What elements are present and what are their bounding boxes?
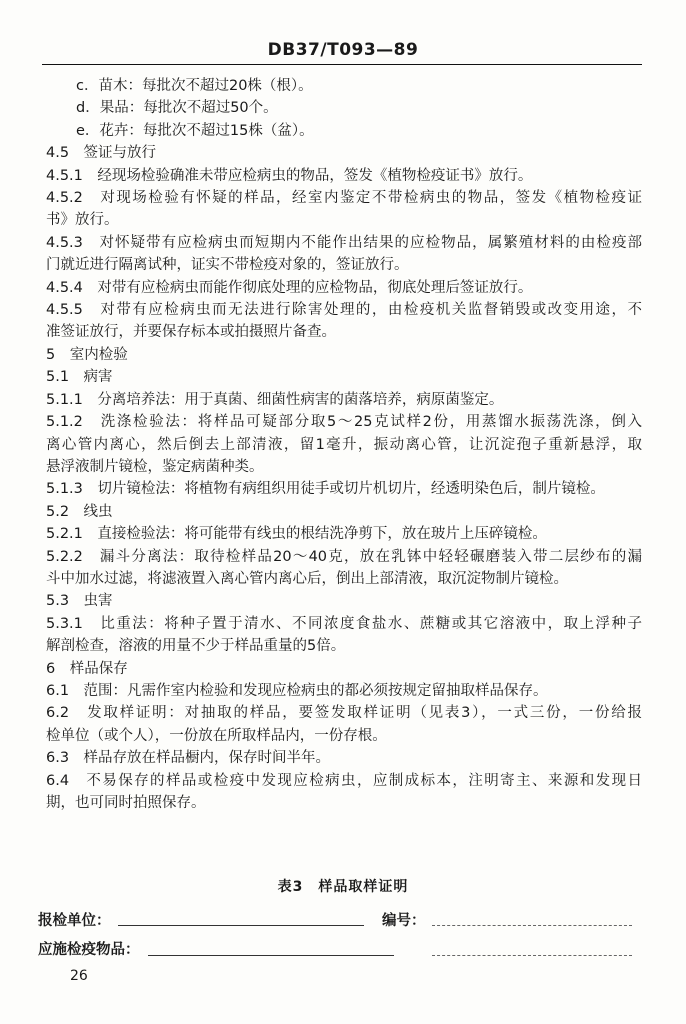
text-line: 4.5.3 对怀疑带有应检病虫而短期内不能作出结果的应检物品，属繁殖材料的由检疫部: [46, 234, 642, 251]
text-line: 6.1 范围：凡需作室内检验和发现应检病虫的都必须按规定留抽取样品保存。: [46, 682, 548, 699]
text-line: 检单位（或个人），一份放在所取样品内，一份存根。: [46, 727, 387, 744]
text-line: 4.5.2 对现场检验有怀疑的样品，经室内鉴定不带检病虫的物品，签发《植物检疫证: [46, 190, 642, 207]
applicant-label: 报检单位：: [38, 913, 111, 929]
text-line: 5.1.2 洗涤检验法：将样品可疑部分取5～25克试样2份，用蒸馏水振荡洗涤，倒入: [46, 414, 642, 431]
text-line: 6.3 样品存放在样品橱内，保存时间半年。: [46, 750, 331, 767]
text-line: 悬浮液制片镜检，鉴定病菌种类。: [46, 458, 264, 475]
text-line: 斗中加水过滤，将滤液置入离心管内离心后，倒出上部清液，取沉淀物制片镜检。: [46, 570, 568, 587]
number-field-line: [432, 925, 632, 926]
text-line: 6.2 发取样证明：对抽取的样品，要签发取样证明（见表3），一式三份，一份给报: [46, 705, 642, 722]
header-rule: [42, 64, 642, 65]
text-line: 4.5.4 对带有应检病虫而能作彻底处理的应检物品，彻底处理后签证放行。: [46, 279, 533, 296]
standard-code-header: DB37/T093—89: [267, 40, 419, 60]
page-number: 26: [70, 968, 88, 984]
text-line: 书》放行。: [46, 212, 119, 229]
text-line: 准签证放行，并要保存标本或拍摄照片备查。: [46, 324, 336, 341]
text-line: 6.4 不易保存的样品或检疫中发现应检病虫，应制成标本，注明寄主、来源和发现日: [46, 772, 642, 789]
text-line: 5.1.3 切片镜检法：将植物有病组织用徒手或切片机切片，经透明染色后，制片镜检。: [46, 481, 605, 498]
section-heading: 5.1 病害: [46, 369, 113, 386]
quarantine-item-field-line-right: [432, 955, 632, 956]
text-line: 5.3.1 比重法：将种子置于清水、不同浓度食盐水、蔗糖或其它溶液中，取上浮种子: [46, 615, 642, 632]
quarantine-item-field-line: [148, 955, 394, 956]
text-line: 门就近进行隔离试种，证实不带检疫对象的，签证放行。: [46, 257, 409, 274]
section-heading: 5.3 虫害: [46, 593, 113, 610]
quarantine-item-label: 应施检疫物品：: [38, 942, 140, 958]
text-line: 5.2.1 直接检验法：将可能带有线虫的根结洗净剪下，放在玻片上压碎镜检。: [46, 526, 547, 543]
text-line: e．花卉：每批次不超过15株（盆）。: [76, 122, 314, 139]
section-heading: 6 样品保存: [46, 660, 128, 677]
section-heading: 5 室内检验: [46, 346, 128, 363]
applicant-field-line: [118, 925, 364, 926]
text-line: 5.2.2 漏斗分离法：取待检样品20～40克，放在乳钵中轻轻碾磨装入带二层纱布的漏: [46, 548, 642, 565]
text-line: c．苗木：每批次不超过20株（根）。: [76, 78, 313, 94]
text-line: d．果品：每批次不超过50个。: [76, 100, 278, 117]
table-title: 表3 样品取样证明: [277, 879, 409, 895]
text-line: 期，也可同时拍照保存。: [46, 795, 206, 811]
text-line: 4.5.1 经现场检验确准未带应检病虫的物品，签发《植物检疫证书》放行。: [46, 167, 533, 184]
number-label: 编号：: [382, 913, 426, 929]
document-body: [46, 75, 642, 814]
section-heading: 5.2 线虫: [46, 503, 113, 520]
text-line: 5.1.1 分离培养法：用于真菌、细菌性病害的菌落培养，病原菌鉴定。: [46, 391, 504, 408]
text-line: 解剖检查，溶液的用量不少于样品重量的5倍。: [46, 638, 346, 655]
text-line: 离心管内离心，然后倒去上部清液，留1毫升，振动离心管，让沉淀孢子重新悬浮，取: [46, 436, 642, 453]
text-line: 4.5.5 对带有应检病虫而无法进行除害处理的，由检疫机关监督销毁或改变用途，不: [46, 302, 642, 319]
section-heading: 4.5 签证与放行: [46, 145, 157, 162]
